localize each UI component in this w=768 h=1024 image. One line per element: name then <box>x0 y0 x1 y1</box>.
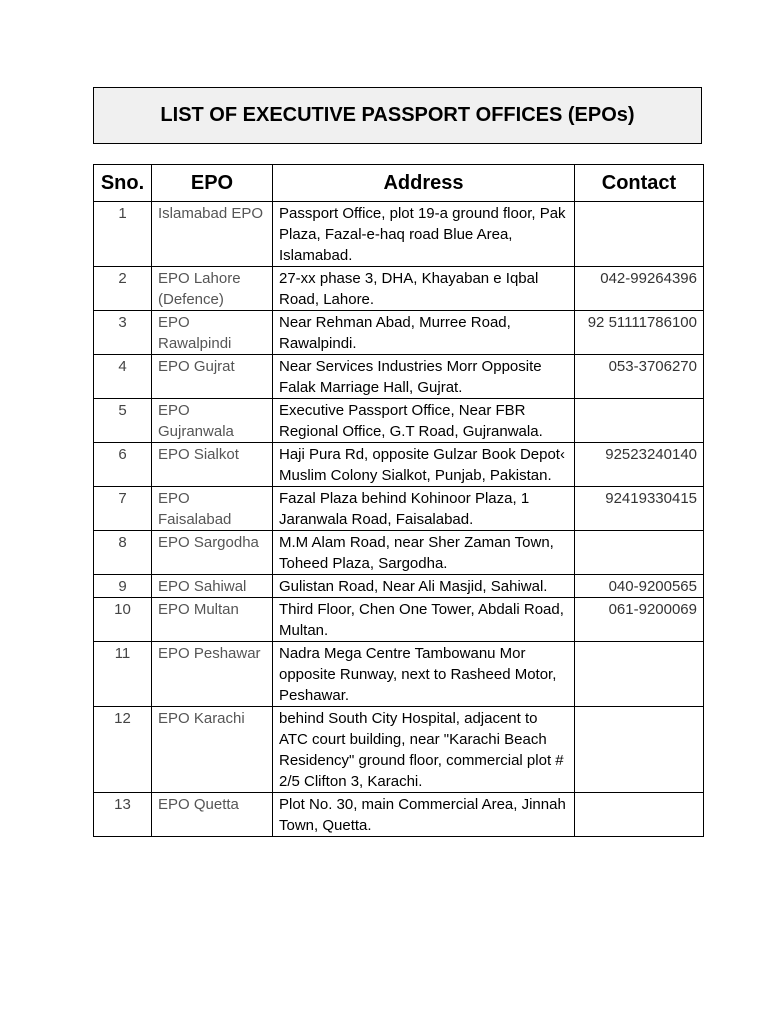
cell-epo: EPO Lahore (Defence) <box>152 267 273 311</box>
cell-sno: 10 <box>94 598 152 642</box>
table-body <box>94 202 704 837</box>
document-title: LIST OF EXECUTIVE PASSPORT OFFICES (EPOs) <box>93 87 702 144</box>
cell-address: Near Services Industries Morr Opposite Falak Marriage Hall, Gujrat. <box>273 355 575 399</box>
cell-sno: 8 <box>94 531 152 575</box>
cell-sno: 11 <box>94 642 152 707</box>
table-row <box>94 202 704 267</box>
cell-sno: 5 <box>94 399 152 443</box>
column-header-epo: EPO <box>152 165 273 202</box>
cell-epo: EPO Gujrat <box>152 355 273 399</box>
cell-contact <box>575 202 704 267</box>
cell-sno: 3 <box>94 311 152 355</box>
cell-contact <box>575 642 704 707</box>
cell-epo: EPO Karachi <box>152 707 273 793</box>
table-row <box>94 531 704 575</box>
cell-address: Nadra Mega Centre Tambowanu Mor opposite Runway, next to Rasheed Motor, Peshawar. <box>273 642 575 707</box>
cell-address: Plot No. 30, main Commercial Area, Jinnah Town, Quetta. <box>273 793 575 837</box>
cell-epo: EPO Multan <box>152 598 273 642</box>
cell-contact <box>575 531 704 575</box>
cell-contact: 040-9200565 <box>575 575 704 598</box>
cell-contact: 92419330415 <box>575 487 704 531</box>
column-header-sno: Sno. <box>94 165 152 202</box>
table-row <box>94 487 704 531</box>
cell-epo: Islamabad EPO <box>152 202 273 267</box>
cell-contact: 061-9200069 <box>575 598 704 642</box>
table-row <box>94 355 704 399</box>
table-row <box>94 642 704 707</box>
column-header-address: Address <box>273 165 575 202</box>
cell-epo: EPO Sargodha <box>152 531 273 575</box>
cell-contact: 92523240140 <box>575 443 704 487</box>
cell-sno: 6 <box>94 443 152 487</box>
cell-sno: 2 <box>94 267 152 311</box>
table-row <box>94 793 704 837</box>
cell-epo: EPO Quetta <box>152 793 273 837</box>
epo-table <box>93 164 704 837</box>
cell-contact <box>575 793 704 837</box>
cell-address: Near Rehman Abad, Murree Road, Rawalpindi. <box>273 311 575 355</box>
cell-address: Gulistan Road, Near Ali Masjid, Sahiwal. <box>273 575 575 598</box>
cell-address: Executive Passport Office, Near FBR Regional Office, G.T Road, Gujranwala. <box>273 399 575 443</box>
cell-address: Haji Pura Rd, opposite Gulzar Book Depot‹ Muslim Colony Sialkot, Punjab, Pakistan. <box>273 443 575 487</box>
cell-address: M.M Alam Road, near Sher Zaman Town, Toheed Plaza, Sargodha. <box>273 531 575 575</box>
cell-contact: 92 51111786100 <box>575 311 704 355</box>
cell-contact <box>575 399 704 443</box>
column-header-contact: Contact <box>575 165 704 202</box>
table-row <box>94 443 704 487</box>
table-row <box>94 311 704 355</box>
cell-address: behind South City Hospital, adjacent to ATC court building, near "Karachi Beach Residency" ground floor, commercial plot # 2/5 Clifton 3, Karachi. <box>273 707 575 793</box>
cell-epo: EPO Faisalabad <box>152 487 273 531</box>
cell-contact: 042-99264396 <box>575 267 704 311</box>
table-row <box>94 707 704 793</box>
cell-sno: 7 <box>94 487 152 531</box>
cell-epo: EPO Sialkot <box>152 443 273 487</box>
table-row <box>94 575 704 598</box>
cell-address: Passport Office, plot 19-a ground floor, Pak Plaza, Fazal-e-haq road Blue Area, Islamabad. <box>273 202 575 267</box>
cell-sno: 12 <box>94 707 152 793</box>
cell-sno: 4 <box>94 355 152 399</box>
table-row <box>94 598 704 642</box>
cell-sno: 1 <box>94 202 152 267</box>
cell-contact: 053-3706270 <box>575 355 704 399</box>
table-row <box>94 267 704 311</box>
cell-epo: EPO Rawalpindi <box>152 311 273 355</box>
cell-epo: EPO Sahiwal <box>152 575 273 598</box>
cell-address: Fazal Plaza behind Kohinoor Plaza, 1 Jaranwala Road, Faisalabad. <box>273 487 575 531</box>
cell-epo: EPO Peshawar <box>152 642 273 707</box>
cell-contact <box>575 707 704 793</box>
cell-address: Third Floor, Chen One Tower, Abdali Road, Multan. <box>273 598 575 642</box>
table-header-row <box>94 165 704 202</box>
cell-epo: EPO Gujranwala <box>152 399 273 443</box>
table-row <box>94 399 704 443</box>
cell-address: 27-xx phase 3, DHA, Khayaban e Iqbal Road, Lahore. <box>273 267 575 311</box>
cell-sno: 13 <box>94 793 152 837</box>
cell-sno: 9 <box>94 575 152 598</box>
